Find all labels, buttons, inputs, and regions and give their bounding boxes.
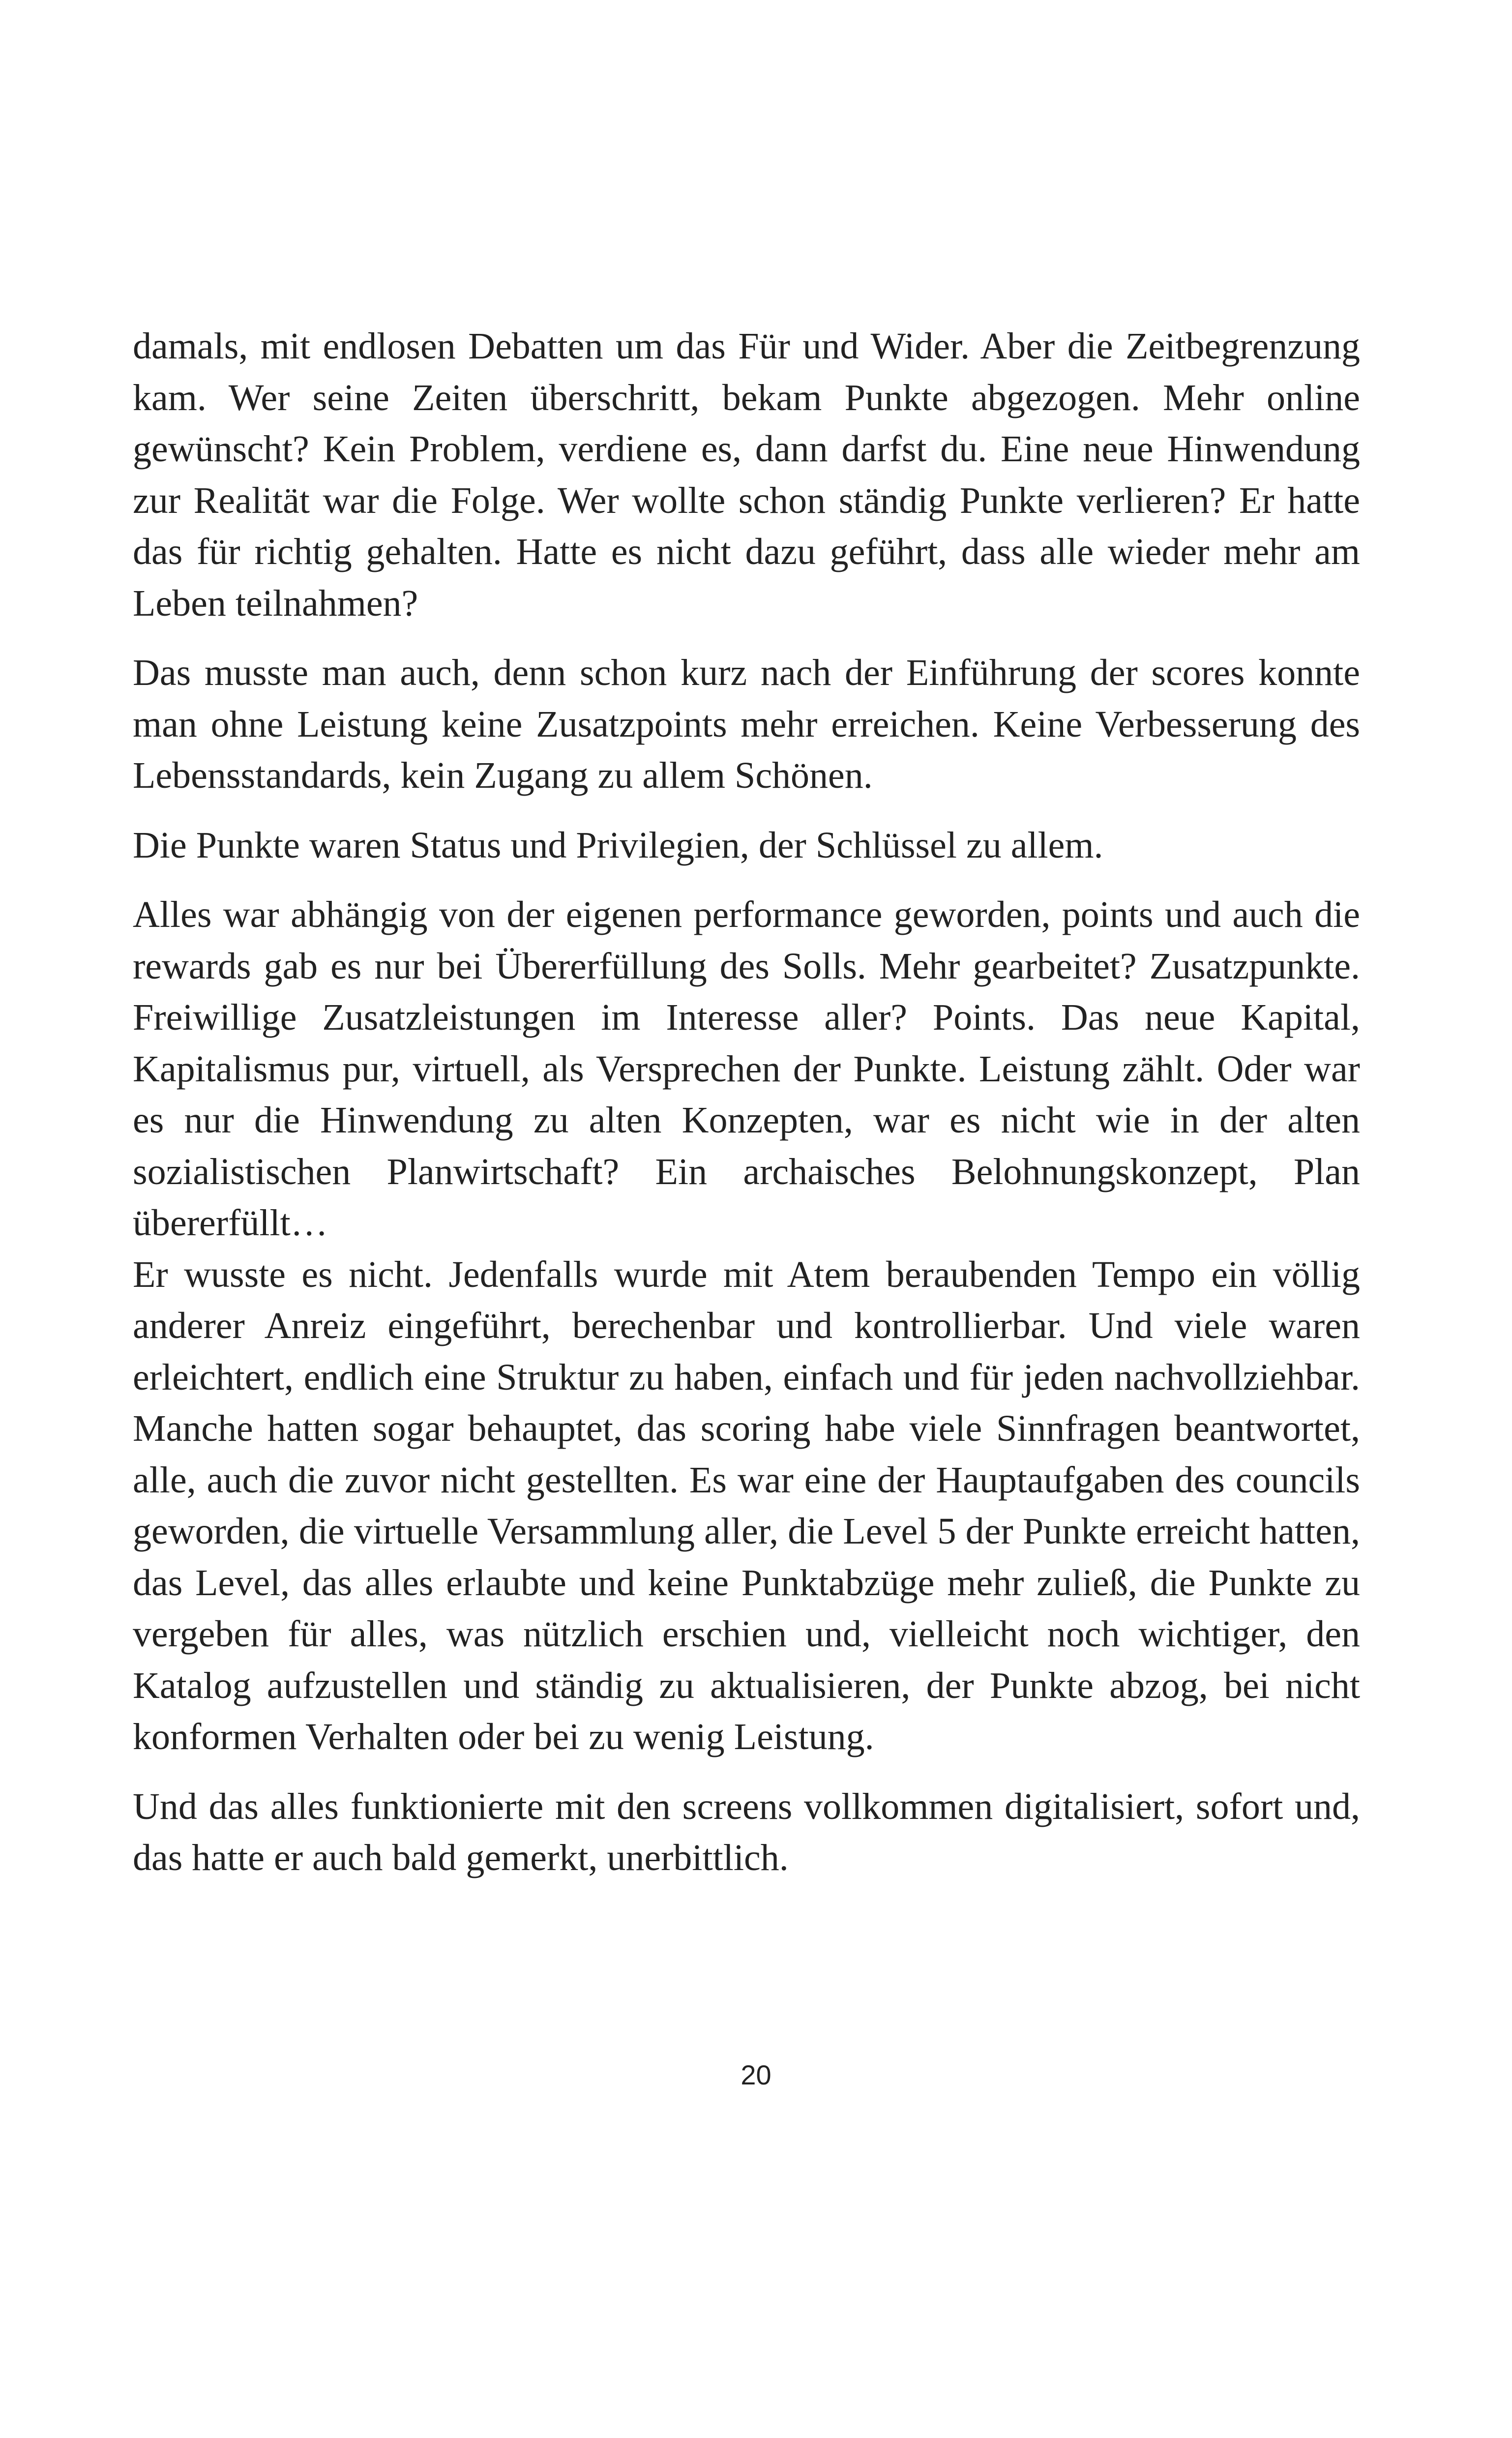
paragraph-5: Er wusste es nicht. Jedenfalls wurde mit Atem beraubenden Tempo ein völlig anderer Anreiz eingeführt, berechenbar und kontrollierbar. Und viele waren erleichtert, endlich eine Struktur zu haben, einfach und für jeden nachvollziehbar. Manche hatten sogar behauptet, das scoring habe viele Sinnfragen beantwortet, alle, auch die zuvor nicht gestellten. Es war eine der Hauptaufgaben des councils geworden, die virtuelle Versammlung aller, die Level 5 der Punkte erreicht hatten, das Level, das alles erlaubte und keine Punktabzüge mehr zuließ, die Punkte zu vergeben für alles, was nützlich erschien und, vielleicht noch wichtiger, den Katalog aufzustellen und ständig zu aktualisieren, der Punkte abzog, bei nicht konformen Verhalten oder bei zu wenig Leistung. xyxy=(133,1253,1360,1757)
body-text xyxy=(133,321,1360,1902)
paragraph-3: Die Punkte waren Status und Privilegien, der Schlüssel zu allem. xyxy=(133,824,1103,866)
paragraph-1: damals, mit endlosen Debatten um das Für und Wider. Aber die Zeitbegrenzung kam. Wer seine Zeiten überschritt, bekam Punkte abgezogen. Mehr online gewünscht? Kein Problem, verdiene es, dann darfst du. Eine neue Hinwendung zur Realität war die Folge. Wer wollte schon ständig Punkte verlieren? Er hatte das für richtig gehalten. Hatte es nicht dazu geführt, dass alle wieder mehr am Leben teilnahmen? xyxy=(133,326,1360,624)
paragraph-4: Alles war abhängig von der eigenen performance geworden, points und auch die rewards gab es nur bei Übererfüllung des Solls. Mehr gearbeitet? Zusatzpunkte. Freiwillige Zusatzleistungen im Interesse aller? Points. Das neue Kapital, Kapitalismus pur, virtuell, als Versprechen der Punkte. Leistung zählt. Oder war es nur die Hinwendung zu alten Konzepten, war es nicht wie in der alten sozialistischen Planwirtschaft? Ein archaisches Belohnungskonzept, Plan übererfüllt… xyxy=(133,894,1360,1244)
paragraph-6: Und das alles funktionierte mit den screens vollkommen digitalisiert, sofort und, das hatte er auch bald gemerkt, unerbittlich. xyxy=(133,1785,1360,1878)
page-number: 20 xyxy=(741,2059,771,2090)
paragraph-2: Das musste man auch, denn schon kurz nach der Einführung der scores konnte man ohne Leistung keine Zusatzpoints mehr erreichen. Keine Verbesserung des Lebensstandards, kein Zugang zu allem Schönen. xyxy=(133,652,1360,796)
